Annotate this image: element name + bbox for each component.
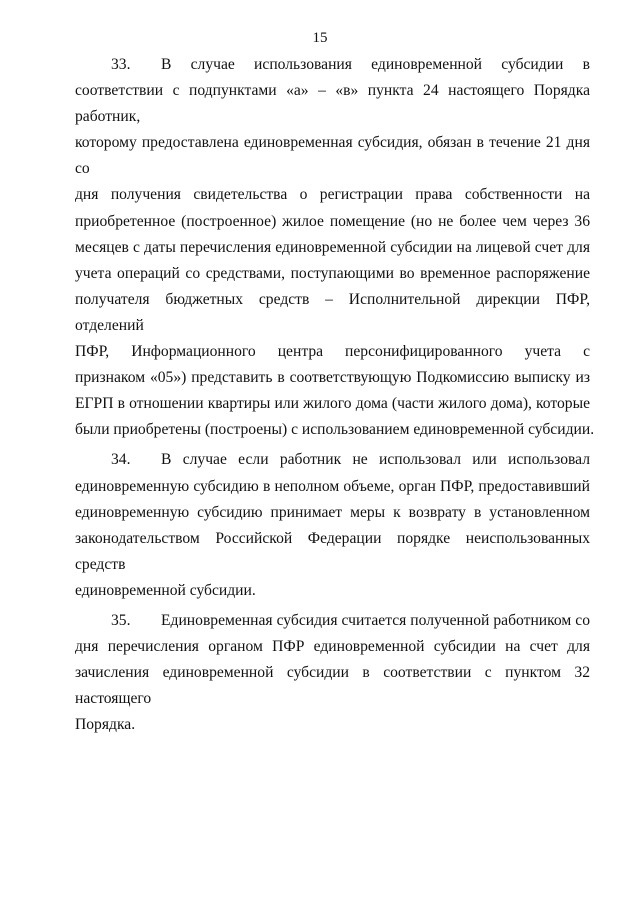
paragraph-35 bbox=[75, 608, 590, 738]
paragraph-number: 34. bbox=[111, 451, 131, 469]
paragraph-number: 35. bbox=[111, 611, 131, 629]
paragraph-line: 33. В случае использования единовременной субсидии в bbox=[75, 52, 590, 78]
paragraph-line: 35. Единовременная субсидия считается полученной работником со bbox=[75, 608, 590, 634]
document-body bbox=[75, 52, 595, 742]
paragraph-33 bbox=[75, 52, 595, 443]
paragraph-line: ЕГРП в отношении квартиры или жилого дома (части жилого дома), которые bbox=[75, 395, 590, 413]
paragraph-line: дня перечисления органом ПФР единовременной субсидии на счет для bbox=[75, 638, 590, 656]
paragraph-line: дня получения свидетельства о регистрации права собственности на bbox=[75, 186, 590, 204]
paragraph-line: единовременной субсидии. bbox=[75, 581, 256, 599]
paragraph-line: были приобретены (построены) с использованием единовременной субсидии. bbox=[75, 421, 595, 439]
paragraph-line: законодательством Российской Федерации порядке неиспользованных средств bbox=[75, 529, 590, 573]
paragraph-line: получателя бюджетных средств – Исполнительной дирекции ПФР, отделений bbox=[75, 290, 590, 334]
paragraph-line: которому предоставлена единовременная субсидия, обязан в течение 21 дня со bbox=[75, 134, 590, 178]
paragraph-line: зачисления единовременной субсидии в соответствии с пунктом 32 настоящего bbox=[75, 664, 590, 708]
page-number: 15 bbox=[312, 30, 328, 46]
paragraph-line: признаком «05») представить в соответствующую Подкомиссию выписку из bbox=[75, 369, 590, 387]
paragraph-number: 33. bbox=[111, 56, 131, 73]
paragraph-line: единовременную субсидию в неполном объеме, орган ПФР, предоставивший bbox=[75, 477, 590, 495]
paragraph-line: 34. В случае если работник не использовал или использовал bbox=[75, 447, 590, 473]
paragraph-line: месяцев с даты перечисления единовременной субсидии на лицевой счет для bbox=[75, 238, 590, 256]
paragraph-line: единовременную субсидию принимает меры к возврату в установленном bbox=[75, 503, 590, 521]
paragraph-34 bbox=[75, 447, 590, 604]
paragraph-line: ПФР, Информационного центра персонифицированного учета с bbox=[75, 343, 590, 361]
paragraph-line: учета операций со средствами, поступающими во временное распоряжение bbox=[75, 264, 590, 282]
paragraph-line: соответствии с подпунктами «а» – «в» пункта 24 настоящего Порядка работник, bbox=[75, 82, 590, 126]
paragraph-line: приобретенное (построенное) жилое помещение (но не более чем через 36 bbox=[75, 212, 590, 230]
paragraph-line: Порядка. bbox=[75, 716, 136, 734]
